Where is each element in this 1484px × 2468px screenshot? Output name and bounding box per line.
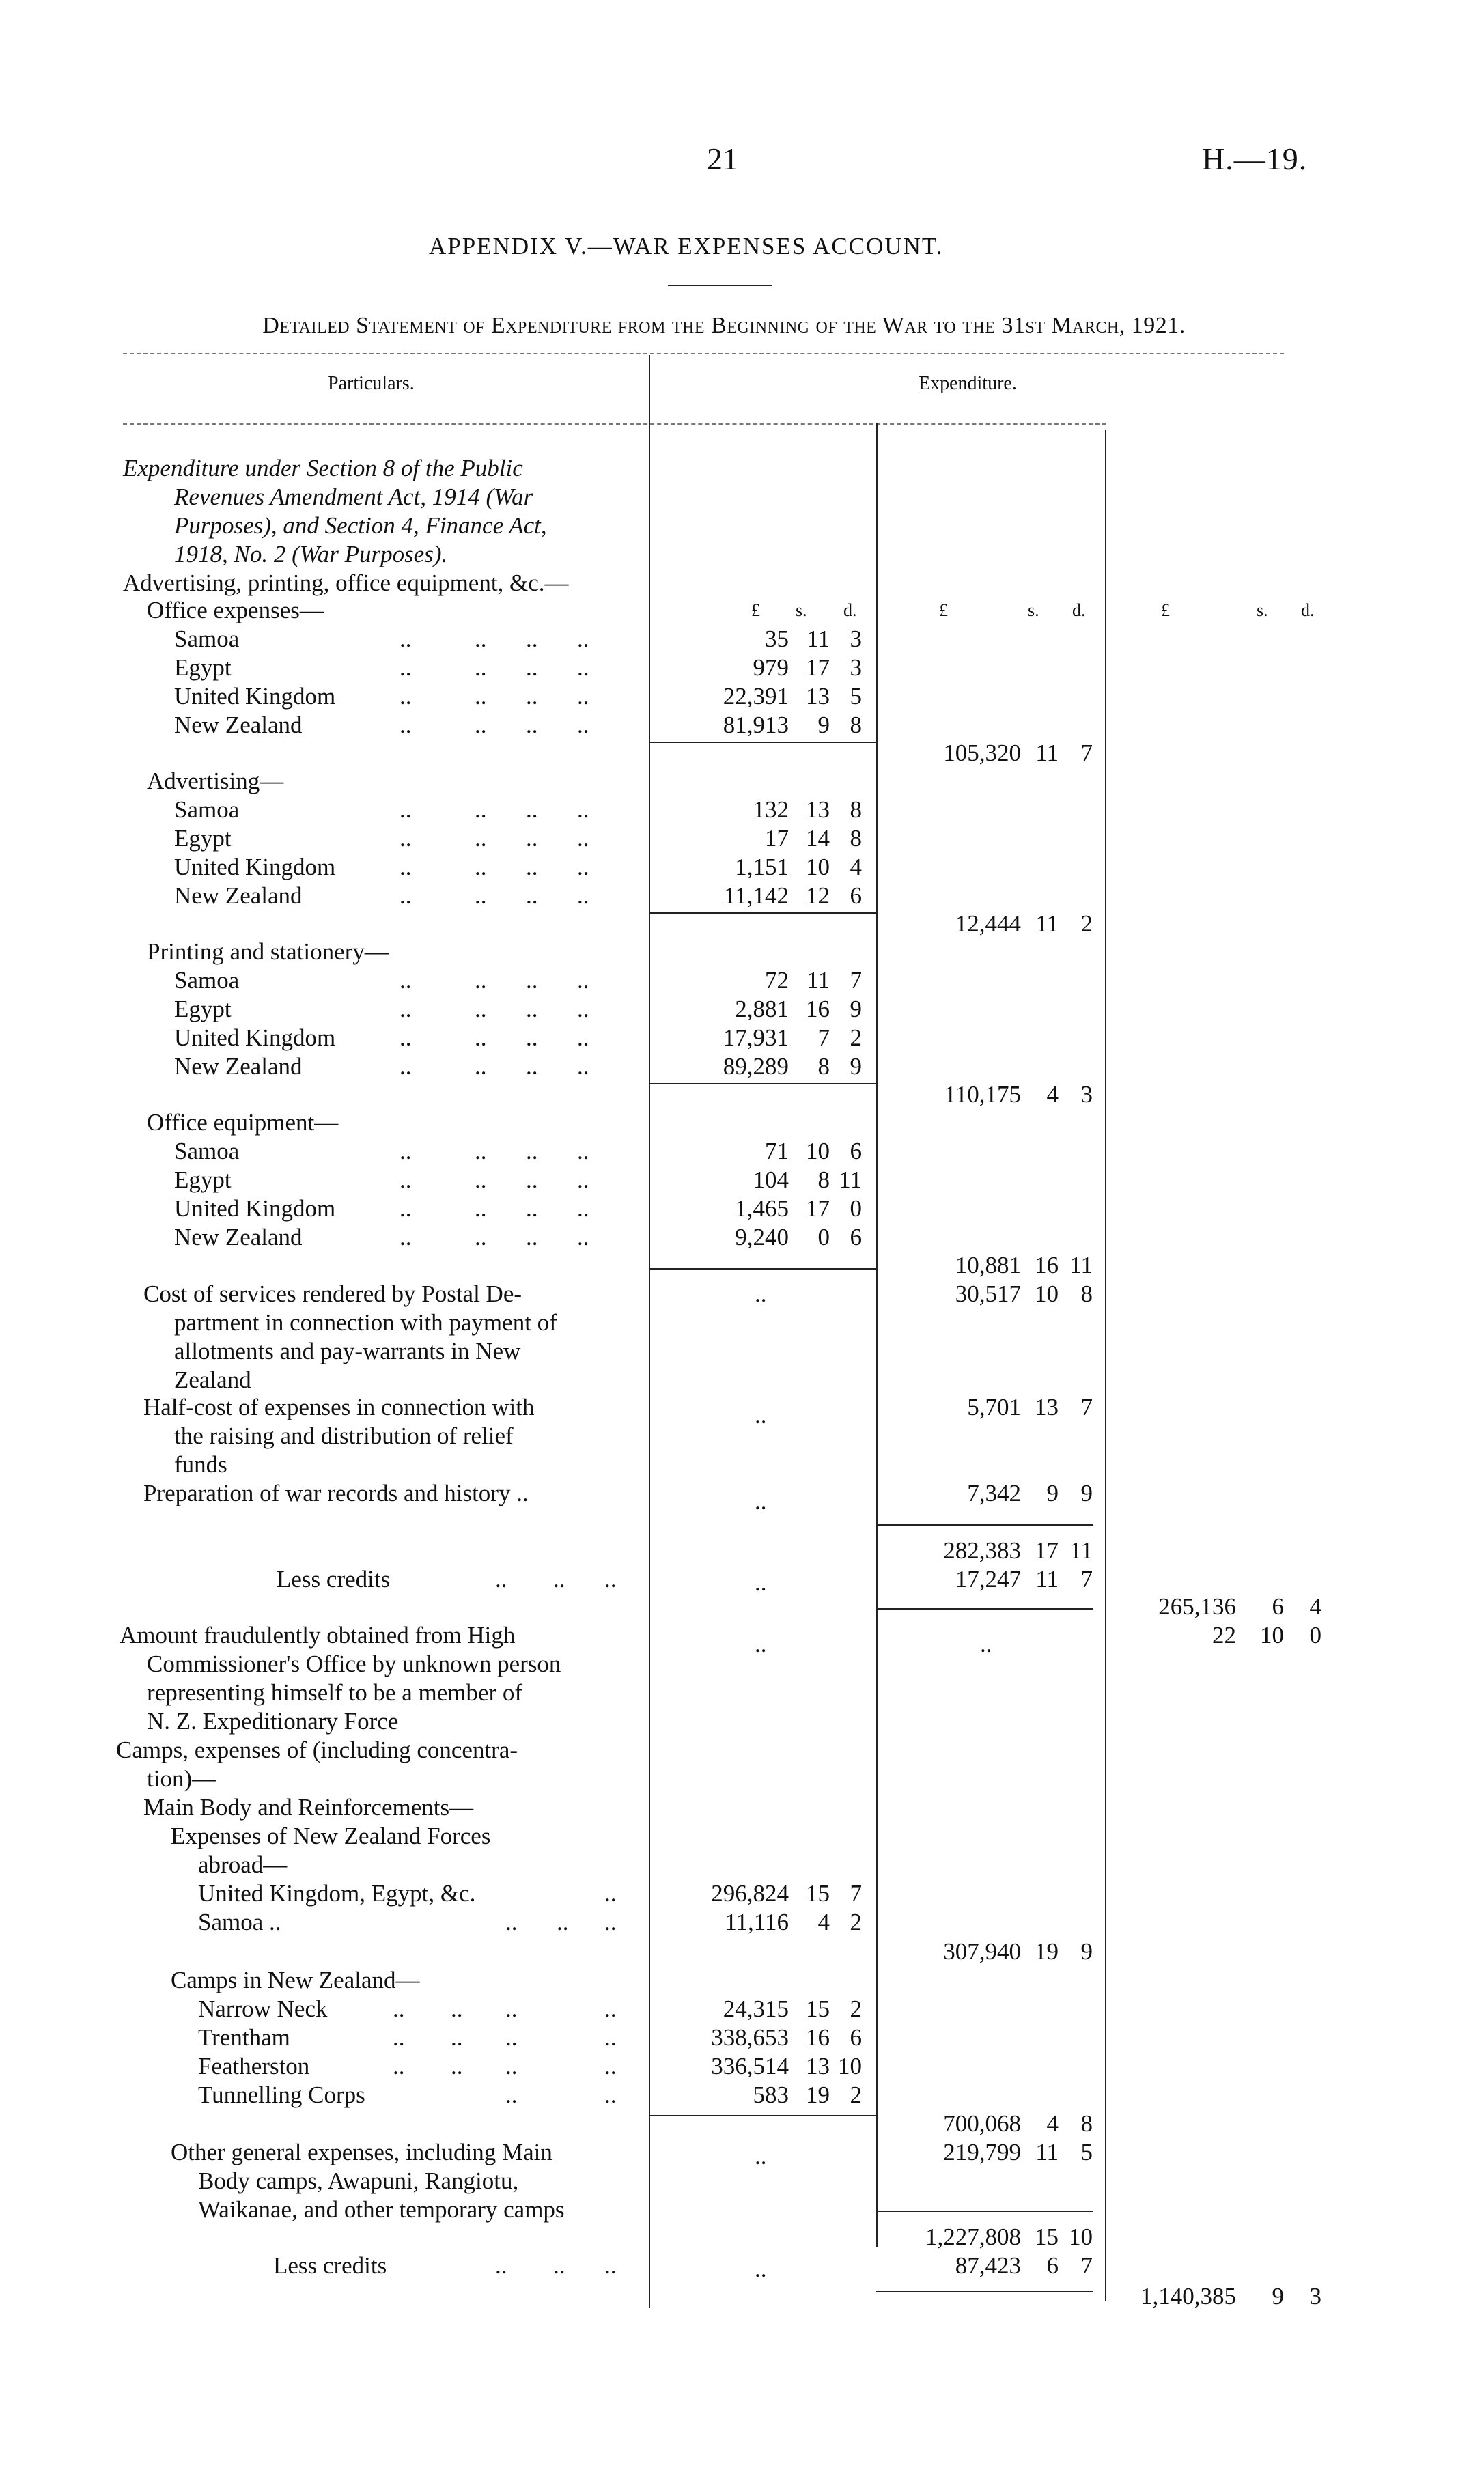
- section-0-row-0-shillings: 11: [807, 626, 830, 652]
- section-0-total-pence: 7: [1080, 740, 1093, 766]
- nz-row-1-pounds: 338,653: [711, 2024, 789, 2051]
- abroad-row-1-leader-b: ..: [557, 1909, 569, 1935]
- section-3-row-3-pence: 6: [850, 1224, 862, 1250]
- section-2-row-3-leader-2: ..: [526, 1053, 538, 1080]
- intro-line-1: Revenues Amendment Act, 1914 (War: [174, 483, 533, 510]
- nz-row-2-pence: 10: [838, 2053, 862, 2079]
- section-2-row-3-leader-0: ..: [400, 1053, 412, 1080]
- camps-subtotal-pence: 10: [1069, 2224, 1093, 2250]
- fraud-line-1: Commissioner's Office by unknown person: [147, 1651, 561, 1677]
- section-2-row-1-shillings: 16: [806, 996, 830, 1022]
- section-0-row-2-pounds: 22,391: [723, 683, 789, 710]
- nz-row-2-leader-0: ..: [393, 2053, 405, 2079]
- nz-row-1-leader-1: ..: [451, 2024, 463, 2051]
- fraud-shillings: 10: [1260, 1622, 1284, 1649]
- section-1-row-2-label: United Kingdom: [174, 854, 336, 880]
- section-0-row-3-shillings: 9: [817, 712, 830, 738]
- other-expenses-shillings: 11: [1035, 2139, 1059, 2165]
- postal-top-rule: [649, 1268, 876, 1270]
- less-credits-1-leader-a: ..: [495, 1566, 507, 1593]
- nz-row-2-leader-1: ..: [451, 2053, 463, 2079]
- section-3-row-3-leader-2: ..: [526, 1224, 538, 1250]
- section-1-row-0-leader-2: ..: [526, 796, 538, 823]
- nz-row-0-leader-1: ..: [451, 1995, 463, 2022]
- section-0-row-1-leader-3: ..: [577, 654, 589, 681]
- less-credits-2-col1: ..: [755, 2256, 767, 2282]
- abroad-row-0-pence: 7: [850, 1880, 862, 1907]
- nz-total-shillings: 4: [1046, 2110, 1059, 2137]
- main-body-heading: Main Body and Reinforcements—: [143, 1794, 474, 1821]
- nz-camps-heading: Camps in New Zealand—: [171, 1967, 420, 1993]
- nz-row-3-pence: 2: [850, 2081, 862, 2108]
- section-heading-0: Office expenses—: [147, 597, 324, 623]
- less-credits-2-label: Less credits: [273, 2252, 387, 2279]
- section-1-row-1-leader-3: ..: [577, 825, 589, 852]
- section-1-row-3-pounds: 11,142: [724, 882, 789, 909]
- section-1-row-1-pounds: 17: [765, 825, 789, 852]
- section-1-row-1-shillings: 14: [806, 825, 830, 852]
- section-1-row-1-leader-0: ..: [400, 825, 412, 852]
- other-expenses-line-2: Waikanae, and other temporary camps: [198, 2196, 565, 2223]
- abroad-row-1-label: Samoa ..: [198, 1909, 281, 1935]
- section-3-row-0-pounds: 71: [765, 1138, 789, 1164]
- col2-unit-d: d.: [1072, 600, 1086, 620]
- section-0-row-2-label: United Kingdom: [174, 683, 336, 710]
- section-2-row-1-leader-2: ..: [526, 996, 538, 1022]
- document-code: H.—19.: [1202, 141, 1308, 176]
- section-0-row-1-leader-1: ..: [475, 654, 487, 681]
- records-pounds: 7,342: [967, 1480, 1021, 1506]
- section-3-total-pounds: 10,881: [955, 1252, 1021, 1278]
- section-2-row-2-label: United Kingdom: [174, 1024, 336, 1051]
- nz-row-1-leader-0: ..: [393, 2024, 405, 2051]
- section-0-row-2-leader-3: ..: [577, 683, 589, 710]
- col1-unit-s: s.: [796, 600, 807, 620]
- camps-subtotal-pounds: 1,227,808: [925, 2224, 1021, 2250]
- section-2-row-0-leader-2: ..: [526, 967, 538, 994]
- net-1-shillings: 6: [1272, 1593, 1284, 1620]
- section-1-total-pounds: 12,444: [955, 910, 1021, 937]
- section-3-row-0-shillings: 10: [806, 1138, 830, 1164]
- section-heading-2: Printing and stationery—: [147, 938, 389, 965]
- abroad-total-pence: 9: [1080, 1938, 1093, 1965]
- nz-total-pounds: 700,068: [943, 2110, 1021, 2137]
- section-3-row-1-leader-0: ..: [400, 1166, 412, 1193]
- section-0-row-3-leader-1: ..: [475, 712, 487, 738]
- subtotal-1-pence: 11: [1069, 1537, 1093, 1564]
- section-2-total-pence: 3: [1080, 1081, 1093, 1108]
- camps-subtotal-shillings: 15: [1035, 2224, 1059, 2250]
- abroad-row-1-leader: ..: [505, 1909, 518, 1935]
- net-2-shillings: 9: [1272, 2283, 1284, 2310]
- section-3-total-shillings: 16: [1035, 1252, 1059, 1278]
- section-2-total-pounds: 110,175: [944, 1081, 1021, 1108]
- nz-row-2-leader-2: ..: [505, 2053, 518, 2079]
- section-2-row-0-shillings: 11: [807, 967, 830, 994]
- section-0-row-0-leader-0: ..: [400, 626, 412, 652]
- net-1-pence: 4: [1309, 1593, 1321, 1620]
- section-2-row-3-pence: 9: [850, 1053, 862, 1080]
- section-3-row-1-leader-2: ..: [526, 1166, 538, 1193]
- subtotal-1-shillings: 17: [1035, 1537, 1059, 1564]
- section-3-row-0-pence: 6: [850, 1138, 862, 1164]
- nz-row-1-leader-3: ..: [604, 2024, 617, 2051]
- page-title: APPENDIX V.—WAR EXPENSES ACCOUNT.: [429, 233, 944, 260]
- abroad-heading-1: abroad—: [198, 1851, 288, 1878]
- section-1-row-2-leader-3: ..: [577, 854, 589, 880]
- section-1-total-shillings: 11: [1035, 910, 1059, 937]
- subtotal-1-pounds: 282,383: [943, 1537, 1021, 1564]
- section-3-row-3-leader-1: ..: [475, 1224, 487, 1250]
- section-1-row-0-pounds: 132: [753, 796, 789, 823]
- section-3-row-2-label: United Kingdom: [174, 1195, 336, 1222]
- section-0-row-1-pence: 3: [850, 654, 862, 681]
- section-1-row-0-leader-0: ..: [400, 796, 412, 823]
- section-3-row-0-label: Samoa: [174, 1138, 240, 1164]
- section-3-row-1-pounds: 104: [753, 1166, 789, 1193]
- section-2-row-2-shillings: 7: [817, 1024, 830, 1051]
- postal-col1: ..: [755, 1280, 767, 1307]
- postal-line-3: Zealand: [174, 1366, 251, 1393]
- section-3-row-3-label: New Zealand: [174, 1224, 303, 1250]
- section-0-row-2-leader-0: ..: [400, 683, 412, 710]
- section-0-row-1-leader-2: ..: [526, 654, 538, 681]
- nz-row-1-leader-2: ..: [505, 2024, 518, 2051]
- section-1-row-0-shillings: 13: [806, 796, 830, 823]
- nz-row-3-leader-3: ..: [604, 2081, 617, 2108]
- nz-row-1-shillings: 16: [806, 2024, 830, 2051]
- section-0-row-3-label: New Zealand: [174, 712, 303, 738]
- less-credits-2-leader-a: ..: [495, 2252, 507, 2279]
- section-heading-1: Advertising—: [147, 768, 284, 794]
- section-3-row-0-leader-1: ..: [475, 1138, 487, 1164]
- less-credits-1-leader-c: ..: [604, 1566, 617, 1593]
- section-0-total-pounds: 105,320: [943, 740, 1021, 766]
- section-1-row-2-leader-2: ..: [526, 854, 538, 880]
- section-2-row-1-pence: 9: [850, 996, 862, 1022]
- relief-pence: 7: [1080, 1394, 1093, 1420]
- section-1-sum-rule: [649, 912, 876, 914]
- less-credits-1-label: Less credits: [277, 1566, 391, 1593]
- section-2-row-1-leader-0: ..: [400, 996, 412, 1022]
- other-expenses-col1: ..: [755, 2143, 767, 2170]
- section-0-row-3-leader-2: ..: [526, 712, 538, 738]
- advertising-heading: Advertising, printing, office equipment, &c.—: [123, 570, 569, 596]
- section-1-row-3-leader-2: ..: [526, 882, 538, 909]
- abroad-row-0-label: United Kingdom, Egypt, &c.: [198, 1880, 476, 1907]
- nz-row-3-pounds: 583: [753, 2081, 789, 2108]
- section-1-row-3-leader-1: ..: [475, 882, 487, 909]
- column-header-rule: [123, 423, 1106, 425]
- net-1-pounds: 265,136: [1158, 1593, 1236, 1620]
- relief-line-2: funds: [174, 1451, 227, 1478]
- section-0-row-0-pounds: 35: [765, 626, 789, 652]
- page-subtitle: Detailed Statement of Expenditure from the Beginning of the War to the 31st March, 1921.: [262, 313, 1186, 338]
- section-1-row-3-label: New Zealand: [174, 882, 303, 909]
- section-2-row-2-leader-3: ..: [577, 1024, 589, 1051]
- section-0-row-1-pounds: 979: [753, 654, 789, 681]
- section-2-row-0-pounds: 72: [765, 967, 789, 994]
- abroad-row-0-pounds: 296,824: [711, 1880, 789, 1907]
- col3-unit-l: £: [1161, 600, 1170, 620]
- section-2-row-2-pence: 2: [850, 1024, 862, 1051]
- less-credits-2-leader-b: ..: [553, 2252, 565, 2279]
- section-2-row-0-pence: 7: [850, 967, 862, 994]
- nz-total-pence: 8: [1080, 2110, 1093, 2137]
- other-expenses-line-0: Other general expenses, including Main: [171, 2139, 552, 2165]
- camps-sum-rule: [876, 2211, 1093, 2212]
- fraud-line-2: representing himself to be a member of: [147, 1679, 523, 1706]
- fraud-line-0: Amount fraudulently obtained from High: [120, 1622, 516, 1649]
- section-0-row-2-pence: 5: [850, 683, 862, 710]
- postal-line-1: partment in connection with payment of: [174, 1309, 557, 1336]
- section-0-row-1-shillings: 17: [806, 654, 830, 681]
- postal-pence: 8: [1080, 1280, 1093, 1307]
- abroad-total-shillings: 19: [1035, 1938, 1059, 1965]
- section-0-row-3-leader-3: ..: [577, 712, 589, 738]
- page-number: 21: [707, 141, 738, 176]
- nz-row-0-label: Narrow Neck: [198, 1995, 328, 2022]
- section-heading-3: Office equipment—: [147, 1109, 339, 1136]
- section-2-row-3-leader-1: ..: [475, 1053, 487, 1080]
- section-0-row-2-leader-1: ..: [475, 683, 487, 710]
- postal-line-0: Cost of services rendered by Postal De-: [143, 1280, 522, 1307]
- section-3-row-3-leader-3: ..: [577, 1224, 589, 1250]
- section-1-row-3-pence: 6: [850, 882, 862, 909]
- less-credits-1-pounds: 17,247: [955, 1566, 1021, 1593]
- nz-row-0-leader-0: ..: [393, 1995, 405, 2022]
- camps-heading-1: tion)—: [147, 1765, 216, 1792]
- less-credits-1-rule: [876, 1608, 1093, 1610]
- section-2-sum-rule: [649, 1083, 876, 1084]
- section-2-row-0-label: Samoa: [174, 967, 240, 994]
- section-3-row-0-leader-3: ..: [577, 1138, 589, 1164]
- title-rule: [668, 285, 772, 286]
- abroad-row-1-shillings: 4: [817, 1909, 830, 1935]
- less-credits-1-pence: 7: [1080, 1566, 1093, 1593]
- section-3-row-2-leader-3: ..: [577, 1195, 589, 1222]
- nz-row-3-shillings: 19: [806, 2081, 830, 2108]
- section-0-row-0-label: Samoa: [174, 626, 240, 652]
- other-expenses-pounds: 219,799: [943, 2139, 1021, 2165]
- section-1-row-1-leader-1: ..: [475, 825, 487, 852]
- section-2-row-1-leader-1: ..: [475, 996, 487, 1022]
- section-0-row-0-leader-3: ..: [577, 626, 589, 652]
- nz-row-2-pounds: 336,514: [711, 2053, 789, 2079]
- section-0-row-0-leader-2: ..: [526, 626, 538, 652]
- section-2-row-0-leader-3: ..: [577, 967, 589, 994]
- col1-unit-d: d.: [843, 600, 857, 620]
- postal-shillings: 10: [1035, 1280, 1059, 1307]
- section-2-row-1-label: Egypt: [174, 996, 232, 1022]
- camps-heading-0: Camps, expenses of (including concentra-: [116, 1737, 518, 1763]
- section-1-row-2-leader-1: ..: [475, 854, 487, 880]
- section-1-row-1-pence: 8: [850, 825, 862, 852]
- postal-pounds: 30,517: [955, 1280, 1021, 1307]
- section-2-row-3-leader-3: ..: [577, 1053, 589, 1080]
- section-3-row-3-leader-0: ..: [400, 1224, 412, 1250]
- section-0-row-2-leader-2: ..: [526, 683, 538, 710]
- relief-col1: ..: [755, 1402, 767, 1429]
- less-credits-1-col1: ..: [755, 1569, 767, 1596]
- nz-row-2-label: Featherston: [198, 2053, 310, 2079]
- abroad-row-1-leader-c: ..: [604, 1909, 617, 1935]
- section-1-row-2-pounds: 1,151: [735, 854, 789, 880]
- abroad-row-1-pounds: 11,116: [725, 1909, 789, 1935]
- nz-row-0-pounds: 24,315: [723, 1995, 789, 2022]
- section-0-row-0-leader-1: ..: [475, 626, 487, 652]
- section-0-row-3-pence: 8: [850, 712, 862, 738]
- abroad-row-0-shillings: 15: [806, 1880, 830, 1907]
- section-0-row-1-leader-0: ..: [400, 654, 412, 681]
- nz-row-0-pence: 2: [850, 1995, 862, 2022]
- section-3-row-0-leader-0: ..: [400, 1138, 412, 1164]
- abroad-heading-0: Expenses of New Zealand Forces: [171, 1823, 491, 1849]
- section-2-row-0-leader-0: ..: [400, 967, 412, 994]
- relief-line-1: the raising and distribution of relief: [174, 1422, 514, 1449]
- abroad-row-0-leader: ..: [604, 1880, 617, 1907]
- particulars-header: Particulars.: [328, 373, 415, 394]
- expenditure-header: Expenditure.: [919, 373, 1017, 394]
- nz-row-3-leader-2: ..: [505, 2081, 518, 2108]
- intro-line-0: Expenditure under Section 8 of the Public: [123, 455, 523, 481]
- nz-row-0-shillings: 15: [806, 1995, 830, 2022]
- column-rule-2: [876, 423, 878, 2247]
- intro-line-3: 1918, No. 2 (War Purposes).: [174, 541, 448, 567]
- section-3-row-2-shillings: 17: [806, 1195, 830, 1222]
- relief-line-0: Half-cost of expenses in connection with: [143, 1394, 535, 1420]
- section-2-row-3-shillings: 8: [817, 1053, 830, 1080]
- section-2-row-3-pounds: 89,289: [723, 1053, 789, 1080]
- section-3-row-3-shillings: 0: [817, 1224, 830, 1250]
- fraud-pence: 0: [1309, 1622, 1321, 1649]
- section-0-row-3-pounds: 81,913: [723, 712, 789, 738]
- intro-line-2: Purposes), and Section 4, Finance Act,: [174, 512, 547, 539]
- column-rule-1: [649, 355, 650, 2308]
- section-3-row-1-shillings: 8: [817, 1166, 830, 1193]
- section-3-row-1-leader-3: ..: [577, 1166, 589, 1193]
- section-3-total-pence: 11: [1069, 1252, 1093, 1278]
- section-3-row-3-pounds: 9,240: [735, 1224, 789, 1250]
- section-1-row-1-label: Egypt: [174, 825, 232, 852]
- fraud-line-3: N. Z. Expeditionary Force: [147, 1708, 399, 1735]
- section-1-row-1-leader-2: ..: [526, 825, 538, 852]
- fraud-col1: ..: [755, 1631, 767, 1657]
- nz-row-3-label: Tunnelling Corps: [198, 2081, 365, 2108]
- section-2-row-1-pounds: 2,881: [735, 996, 789, 1022]
- section-2-row-2-leader-1: ..: [475, 1024, 487, 1051]
- section-1-row-0-pence: 8: [850, 796, 862, 823]
- section-3-row-2-leader-0: ..: [400, 1195, 412, 1222]
- section-2-row-2-pounds: 17,931: [723, 1024, 789, 1051]
- section-2-row-2-leader-0: ..: [400, 1024, 412, 1051]
- less-credits-2-rule: [876, 2291, 1093, 2292]
- column-rule-3: [1105, 430, 1106, 2301]
- section-3-row-2-pence: 0: [850, 1195, 862, 1222]
- section-1-row-3-shillings: 12: [806, 882, 830, 909]
- section-0-row-1-label: Egypt: [174, 654, 232, 681]
- nz-row-2-shillings: 13: [806, 2053, 830, 2079]
- section-1-row-0-leader-1: ..: [475, 796, 487, 823]
- fraud-pounds: 22: [1212, 1622, 1236, 1649]
- section-3-row-2-pounds: 1,465: [735, 1195, 789, 1222]
- section-0-row-0-pence: 3: [850, 626, 862, 652]
- other-expenses-pence: 5: [1080, 2139, 1093, 2165]
- other-expenses-line-1: Body camps, Awapuni, Rangiotu,: [198, 2168, 519, 2194]
- section-0-total-shillings: 11: [1035, 740, 1059, 766]
- abroad-row-1-pence: 2: [850, 1909, 862, 1935]
- less-credits-2-pounds: 87,423: [955, 2252, 1021, 2279]
- nz-row-1-pence: 6: [850, 2024, 862, 2051]
- section-2-total-shillings: 4: [1046, 1081, 1059, 1108]
- records-sum-rule: [876, 1524, 1093, 1526]
- col2-unit-s: s.: [1028, 600, 1039, 620]
- section-2-row-3-label: New Zealand: [174, 1053, 303, 1080]
- relief-pounds: 5,701: [967, 1394, 1021, 1420]
- nz-row-0-leader-3: ..: [604, 1995, 617, 2022]
- less-credits-1-leader-b: ..: [553, 1566, 565, 1593]
- records-shillings: 9: [1046, 1480, 1059, 1506]
- section-1-row-2-leader-0: ..: [400, 854, 412, 880]
- section-2-row-1-leader-3: ..: [577, 996, 589, 1022]
- nz-sum-rule: [649, 2115, 876, 2116]
- relief-shillings: 13: [1035, 1394, 1059, 1420]
- section-3-row-0-leader-2: ..: [526, 1138, 538, 1164]
- section-3-row-1-pence: 11: [839, 1166, 862, 1193]
- abroad-total-pounds: 307,940: [943, 1938, 1021, 1965]
- records-col1: ..: [755, 1488, 767, 1515]
- less-credits-2-shillings: 6: [1046, 2252, 1059, 2279]
- section-1-row-3-leader-3: ..: [577, 882, 589, 909]
- nz-row-1-label: Trentham: [198, 2024, 290, 2051]
- records-pence: 9: [1080, 1480, 1093, 1506]
- net-2-pence: 3: [1309, 2283, 1321, 2310]
- section-3-row-1-label: Egypt: [174, 1166, 232, 1193]
- less-credits-1-shillings: 11: [1035, 1566, 1059, 1593]
- postal-line-2: allotments and pay-warrants in New: [174, 1338, 521, 1364]
- section-2-row-2-leader-2: ..: [526, 1024, 538, 1051]
- nz-row-2-leader-3: ..: [604, 2053, 617, 2079]
- section-0-row-3-leader-0: ..: [400, 712, 412, 738]
- col1-unit-l: £: [751, 600, 760, 620]
- section-3-row-2-leader-1: ..: [475, 1195, 487, 1222]
- section-1-row-0-label: Samoa: [174, 796, 240, 823]
- header-rule: [123, 353, 1284, 354]
- records-label: Preparation of war records and history ..: [143, 1480, 529, 1506]
- col3-unit-s: s.: [1257, 600, 1268, 620]
- section-1-row-3-leader-0: ..: [400, 882, 412, 909]
- nz-row-0-leader-2: ..: [505, 1995, 518, 2022]
- section-1-row-2-pence: 4: [850, 854, 862, 880]
- col3-unit-d: d.: [1301, 600, 1315, 620]
- section-3-row-2-leader-2: ..: [526, 1195, 538, 1222]
- section-2-row-0-leader-1: ..: [475, 967, 487, 994]
- less-credits-2-pence: 7: [1080, 2252, 1093, 2279]
- section-0-sum-rule: [649, 742, 876, 743]
- section-3-row-1-leader-1: ..: [475, 1166, 487, 1193]
- fraud-col2: ..: [980, 1631, 992, 1657]
- section-1-row-2-shillings: 10: [806, 854, 830, 880]
- col2-unit-l: £: [939, 600, 948, 620]
- section-1-total-pence: 2: [1080, 910, 1093, 937]
- net-2-pounds: 1,140,385: [1140, 2283, 1236, 2310]
- section-1-row-0-leader-3: ..: [577, 796, 589, 823]
- section-0-row-2-shillings: 13: [806, 683, 830, 710]
- less-credits-2-leader-c: ..: [604, 2252, 617, 2279]
